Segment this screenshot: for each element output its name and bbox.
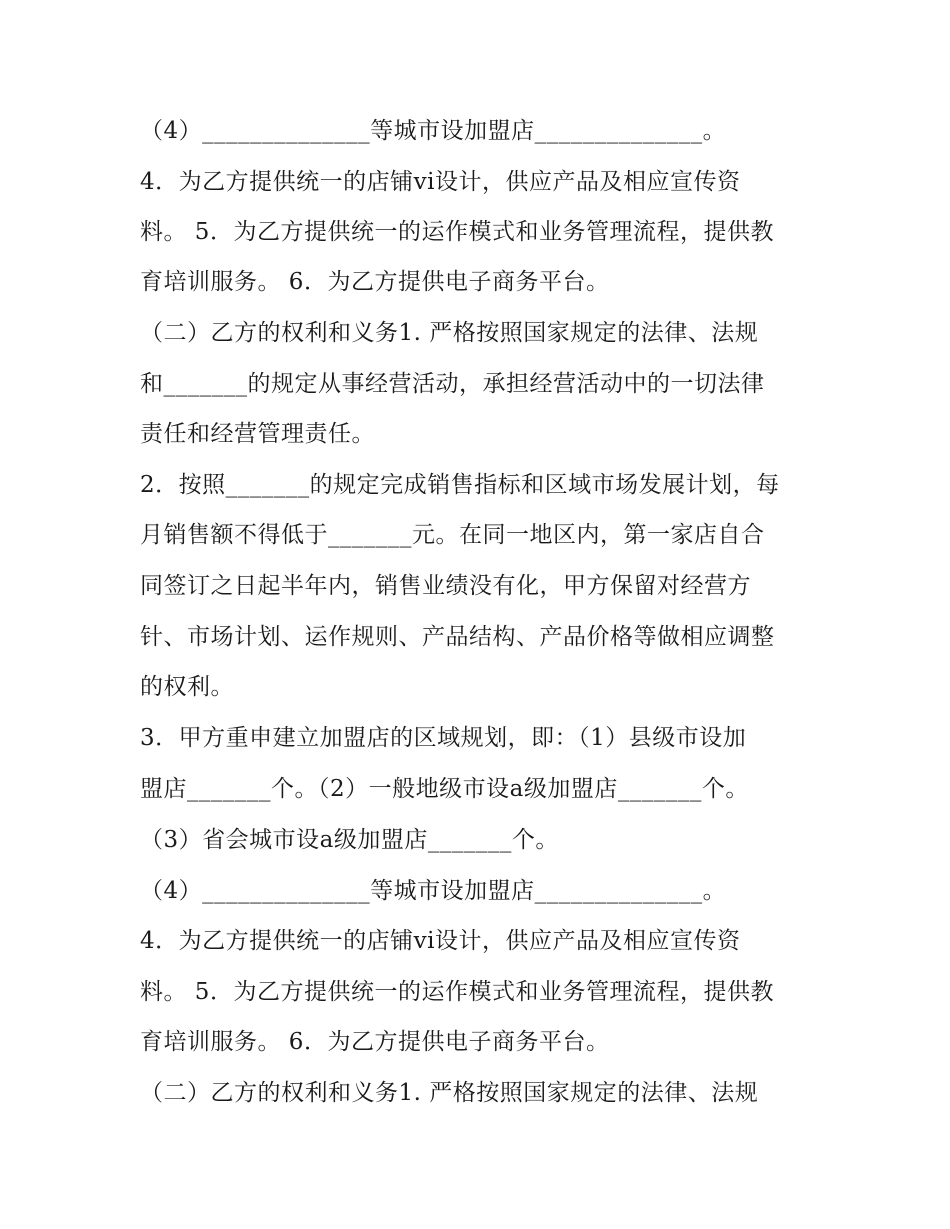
text-line: 育培训服务。 6．为乙方提供电子商务平台。 — [140, 269, 610, 295]
text-line: （3）省会城市设a级加盟店_______个。 — [140, 827, 559, 853]
text-line: 针、市场计划、运作规则、产品结构、产品价格等做相应调整 — [140, 624, 775, 650]
text-line: （二）乙方的权利和义务1. 严格按照国家规定的法律、法规 — [140, 320, 759, 346]
text-line: 责任和经营管理责任。 — [140, 421, 375, 447]
text-line: 4．为乙方提供统一的店铺vi设计，供应产品及相应宣传资 — [140, 169, 741, 195]
text-line: 育培训服务。 6．为乙方提供电子商务平台。 — [140, 1029, 610, 1055]
text-line: 料。 5．为乙方提供统一的运作模式和业务管理流程，提供教 — [140, 219, 774, 245]
text-line: 2．按照_______的规定完成销售指标和区域市场发展计划，每 — [140, 472, 780, 498]
text-line: （4）______________等城市设加盟店______________。 — [140, 118, 727, 144]
text-line: 同签订之日起半年内，销售业绩没有化，甲方保留对经营方 — [140, 573, 751, 599]
text-line: 盟店_______个。（2）一般地级市设a级加盟店_______个。 — [140, 776, 749, 802]
text-line: 和_______的规定从事经营活动，承担经营活动中的一切法律 — [140, 371, 765, 397]
text-line: 料。 5．为乙方提供统一的运作模式和业务管理流程，提供教 — [140, 979, 774, 1005]
text-line: （4）______________等城市设加盟店______________。 — [140, 878, 727, 904]
text-line: 4．为乙方提供统一的店铺vi设计，供应产品及相应宣传资 — [140, 928, 741, 954]
text-line: 3．甲方重申建立加盟店的区域规划，即：（1）县级市设加 — [140, 725, 747, 751]
text-line: 的权利。 — [140, 674, 234, 700]
text-line: （二）乙方的权利和义务1. 严格按照国家规定的法律、法规 — [140, 1080, 759, 1106]
text-line: 月销售额不得低于_______元。在同一地区内，第一家店自合 — [140, 522, 765, 548]
